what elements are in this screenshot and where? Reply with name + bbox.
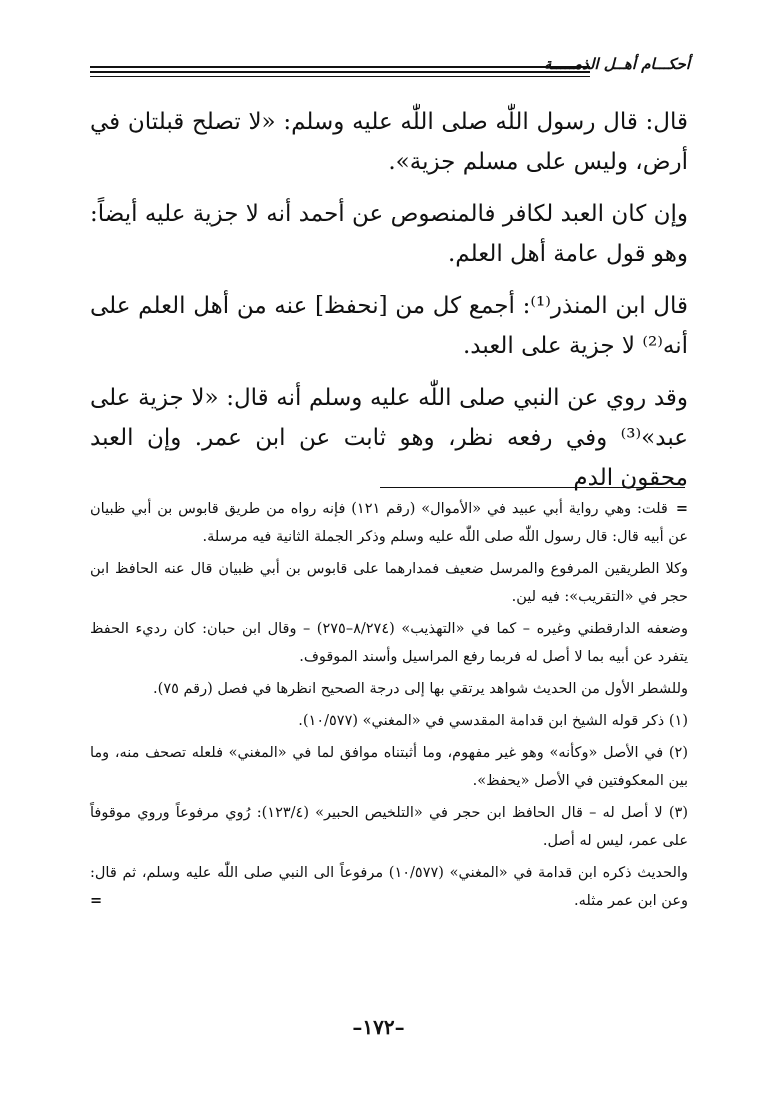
footnote-continuation — [90, 495, 688, 551]
footnote-1: (١) ذكر قوله الشيخ ابن قدامة المقدسي في «المغني» (١٠/٥٧٧). — [298, 713, 688, 729]
footnote-3: (٣) لا أصل له – قال الحافظ ابن حجر في «التلخيص الحبير» (١٢٣/٤): رُوي مرفوعاً وروي موقوفاً على عمر، ليس له أصل. — [90, 805, 689, 849]
footnotes — [90, 495, 688, 919]
header-rule — [90, 76, 590, 77]
continuation-mark: = — [90, 892, 103, 909]
running-header — [90, 55, 690, 85]
main-paragraph: وإن كان العبد لكافر فالمنصوص عن أحمد أنه لا جزية عليه أيضاً: وهو قول عامة أهل العلم. — [90, 201, 688, 267]
header-rule — [90, 66, 590, 68]
footnote-paragraph — [90, 859, 688, 915]
footnote-2: (٢) في الأصل «وكأنه» وهو غير مفهوم، وما أثبتناه موافق لما في «المغني» فلعله تصحف منه، وما بين المعكوفتين في الأصل «يحفظ». — [90, 745, 688, 789]
main-paragraph: وقد روي عن النبي صلى اللّٰه عليه وسلم أنه قال: «لا جزية على عبد»⁽³⁾ وفي رفعه نظر، وهو ثابت عن ابن عمر. وإن العبد محقون الدم — [90, 385, 688, 491]
footnote-text: والحديث ذكره ابن قدامة في «المغني» (١٠/٥٧٧) مرفوعاً الى النبي صلى اللّٰه عليه وسلم، ثم قال: وعن ابن عمر مثله. — [90, 865, 688, 909]
footnote-paragraph: وضعفه الدارقطني وغيره – كما في «التهذيب» (٨/٢٧٤–٢٧٥) – وقال ابن حبان: كان رديء الحفظ يتفرد عن أبيه بما لا أصل له فربما رفع المراسيل وأسند الموقوف. — [90, 621, 688, 665]
book-title: أحكـــام أهــل الذمـــــة — [543, 55, 690, 73]
continuation-mark: = — [675, 500, 689, 517]
main-paragraph: قال: قال رسول اللّٰه صلى اللّٰه عليه وسلم: «لا تصلح قبلتان في أرض، وليس على مسلم جزية». — [90, 109, 688, 175]
footnote-separator — [380, 487, 685, 488]
page-number: –١٧٢– — [352, 1015, 405, 1039]
header-rule — [90, 71, 590, 73]
main-text — [90, 102, 688, 510]
footnote-paragraph: وللشطر الأول من الحديث شواهد يرتقي بها إلى درجة الصحيح انظرها في فصل (رقم ٧٥). — [153, 681, 688, 697]
footnote-text: قلت: وهي رواية أبي عبيد في «الأموال» (رقم ١٢١) فإنه رواه من طريق قابوس بن أبي ظبيان عن أبيه قال: قال رسول اللّٰه صلى اللّٰه عليه وسلم وذكر الجملة الثانية فيه مرسلة. — [90, 501, 688, 545]
footnote-paragraph: وكلا الطريقين المرفوع والمرسل ضعيف فمدارهما على قابوس بن أبي ظبيان قال عنه الحافظ ابن حجر في «التقريب»: فيه لين. — [90, 561, 688, 605]
main-paragraph: قال ابن المنذر⁽¹⁾: أجمع كل من [نحفظ] عنه من أهل العلم على أنه⁽²⁾ لا جزية على العبد. — [90, 293, 688, 359]
